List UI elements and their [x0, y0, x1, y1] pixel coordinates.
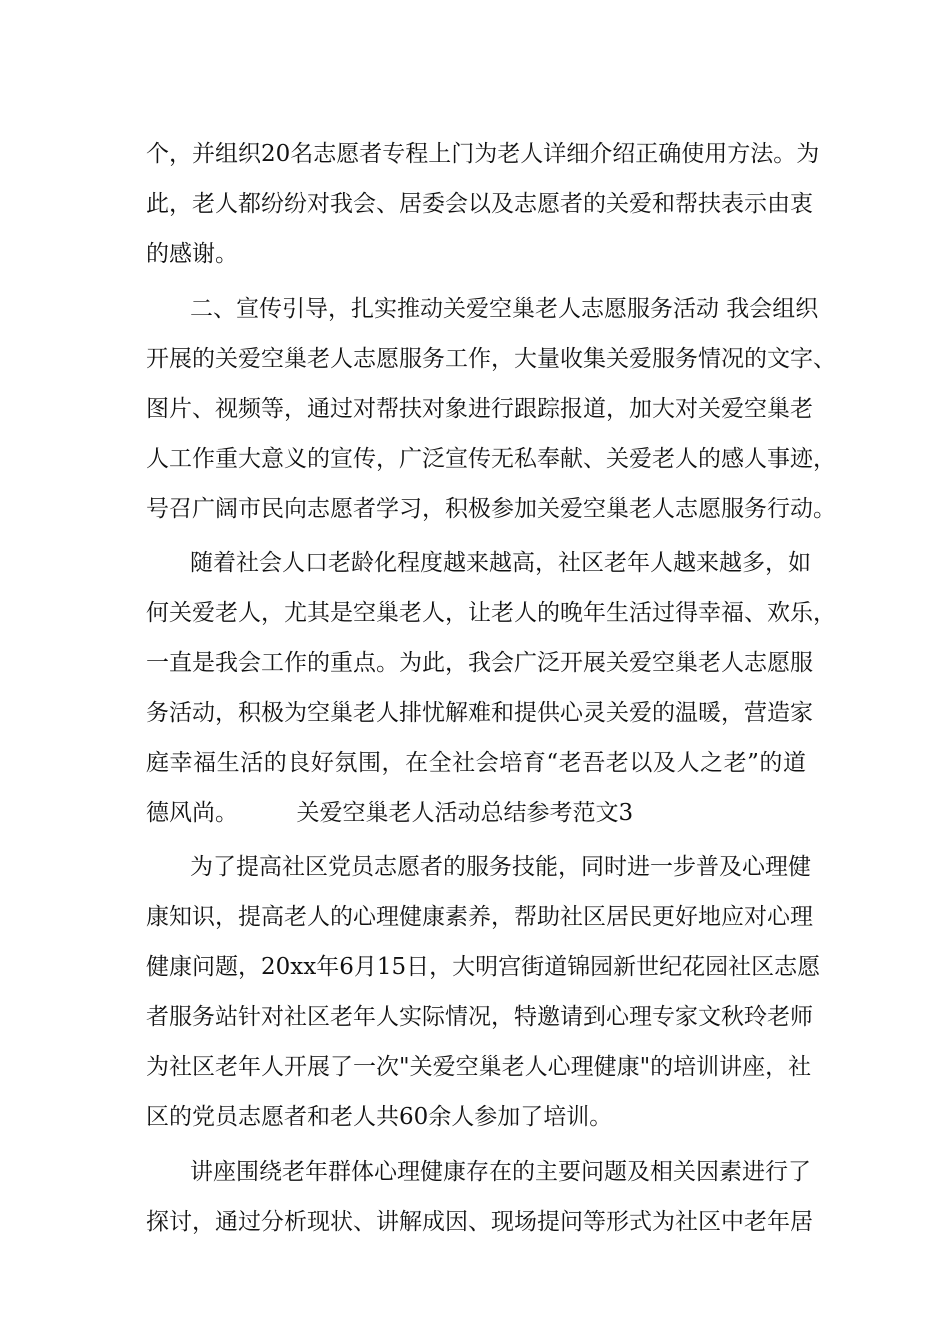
text-line: 一直是我会工作的重点。为此，我会广泛开展关爱空巢老人志愿服: [146, 650, 813, 676]
text-line: 讲座围绕老年群体心理健康存在的主要问题及相关因素进行了: [190, 1159, 811, 1185]
text-line: 的感谢。: [146, 241, 238, 267]
text-line: 个，并组织20名志愿者专程上门为老人详细介绍正确使用方法。为: [146, 141, 820, 167]
text-line: 庭幸福生活的良好氛围，在全社会培育“老吾老以及人之老”的道: [146, 750, 806, 776]
text-line: 务活动，积极为空巢老人排忧解难和提供心灵关爱的温暖，营造家: [146, 700, 813, 726]
text-line: 康知识，提高老人的心理健康素养，帮助社区居民更好地应对心理: [146, 904, 813, 930]
text-line: 何关爱老人，尤其是空巢老人，让老人的晚年生活过得幸福、欢乐，: [146, 600, 836, 626]
text-line: 为社区老年人开展了一次"关爱空巢老人心理健康"的培训讲座，社: [146, 1054, 812, 1080]
text-line: 图片、视频等，通过对帮扶对象进行跟踪报道，加大对关爱空巢老: [146, 396, 813, 422]
text-line: 此，老人都纷纷对我会、居委会以及志愿者的关爱和帮扶表示由衷: [146, 191, 813, 217]
text-line: 探讨，通过分析现状、讲解成因、现场提问等形式为社区中老年居: [146, 1209, 813, 1235]
text-line: 健康问题，20xx年6月15日，大明宫街道锦园新世纪花园社区志愿: [146, 954, 821, 980]
text-line: 区的党员志愿者和老人共60余人参加了培训。: [146, 1104, 613, 1130]
text-line: 德风尚。 关爱空巢老人活动总结参考范文3: [146, 800, 634, 826]
text-line: 为了提高社区党员志愿者的服务技能，同时进一步普及心理健: [190, 854, 811, 880]
text-line: 随着社会人口老龄化程度越来越高，社区老年人越来越多，如: [190, 550, 811, 576]
text-line: 者服务站针对社区老年人实际情况，特邀请到心理专家文秋玲老师: [146, 1004, 813, 1030]
text-line: 人工作重大意义的宣传，广泛宣传无私奉献、关爱老人的感人事迹，: [146, 446, 836, 472]
text-line: 号召广阔市民向志愿者学习，积极参加关爱空巢老人志愿服务行动。: [146, 496, 836, 522]
text-line: 二、宣传引导，扎实推动关爱空巢老人志愿服务活动 我会组织: [190, 296, 819, 322]
text-line: 开展的关爱空巢老人志愿服务工作，大量收集关爱服务情况的文字、: [146, 346, 836, 372]
